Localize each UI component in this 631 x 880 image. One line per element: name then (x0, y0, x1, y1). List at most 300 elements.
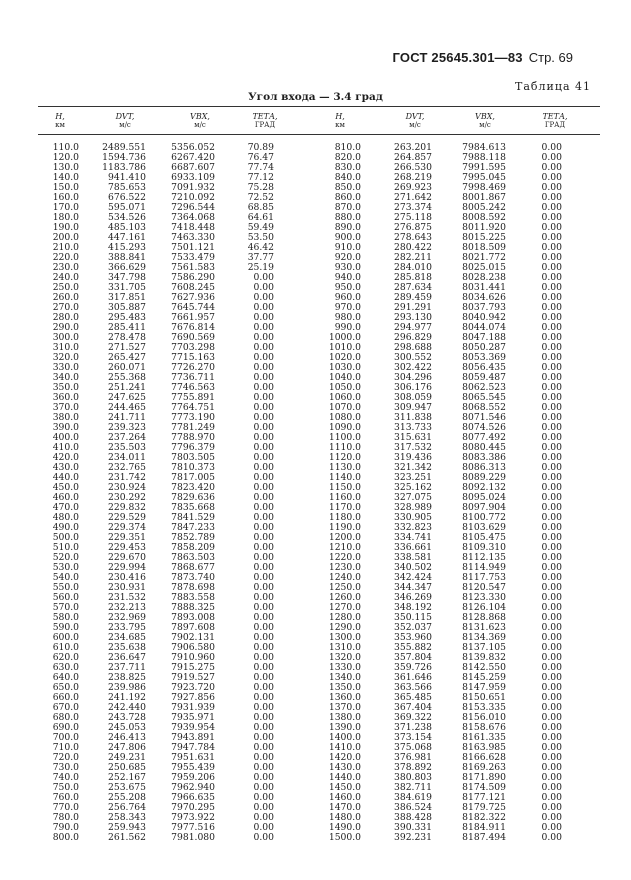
table-cell: 8062.523 (462, 382, 506, 393)
table-cell: 0.00 (253, 272, 274, 283)
table-cell: 0.00 (541, 152, 562, 163)
table-cell: 1270.0 (328, 602, 361, 613)
table-cell: 8092.132 (462, 482, 506, 493)
table-cell: 200.0 (52, 232, 79, 243)
table-cell: 331.705 (108, 282, 146, 293)
table-cell: 7947.784 (171, 742, 215, 753)
table-row (0, 363, 631, 373)
table-cell: 0.00 (541, 832, 562, 843)
table-cell: 260.0 (52, 292, 79, 303)
table-cell: 276.875 (394, 222, 432, 233)
table-cell: 1250.0 (328, 582, 361, 593)
table-cell: 1480.0 (328, 812, 361, 823)
table-cell: 233.795 (108, 622, 146, 633)
table-cell: 309.947 (394, 402, 432, 413)
table-cell: 580.0 (52, 612, 79, 623)
table-cell: 311.838 (394, 412, 432, 423)
table-cell: 6267.420 (171, 152, 215, 163)
table-cell: 1150.0 (328, 482, 361, 493)
table-cell: 1170.0 (328, 502, 361, 513)
table-row (0, 533, 631, 543)
table-cell: 1594.736 (102, 152, 146, 163)
data-table-body (0, 143, 631, 843)
table-cell: 0.00 (541, 242, 562, 253)
table-cell: 230.292 (108, 492, 146, 503)
table-row (0, 283, 631, 293)
table-cell: 0.00 (541, 492, 562, 503)
table-row (0, 773, 631, 783)
table-cell: 750.0 (52, 782, 79, 793)
table-cell: 278.478 (108, 332, 146, 343)
table-cell: 0.00 (541, 432, 562, 443)
table-row (0, 653, 631, 663)
table-cell: 8169.263 (462, 762, 506, 773)
header-rule-top (38, 106, 600, 107)
table-cell: 7981.080 (171, 832, 215, 843)
table-cell: 0.00 (253, 482, 274, 493)
table-cell: 770.0 (52, 802, 79, 813)
table-cell: 8166.628 (462, 752, 506, 763)
table-cell: 232.213 (108, 602, 146, 613)
table-cell: 232.765 (108, 462, 146, 473)
table-cell: 530.0 (52, 562, 79, 573)
table-cell: 0.00 (253, 762, 274, 773)
table-cell: 249.231 (108, 752, 146, 763)
table-cell: 359.726 (394, 662, 432, 673)
table-cell: 840.0 (334, 172, 361, 183)
table-cell: 0.00 (253, 282, 274, 293)
table-row (0, 563, 631, 573)
table-cell: 237.711 (108, 662, 146, 673)
table-cell: 8179.725 (462, 802, 506, 813)
table-cell: 0.00 (541, 772, 562, 783)
table-cell: 1370.0 (328, 702, 361, 713)
table-cell: 8031.441 (462, 282, 506, 293)
table-cell: 485.103 (108, 222, 146, 233)
table-row (0, 753, 631, 763)
table-cell: 640.0 (52, 672, 79, 683)
table-cell: 5356.052 (171, 142, 215, 153)
table-cell: 0.00 (541, 172, 562, 183)
table-cell: 240.0 (52, 272, 79, 283)
table-cell: 8112.135 (462, 552, 506, 563)
table-cell: 7817.005 (171, 472, 215, 483)
table-cell: 8128.868 (462, 612, 506, 623)
table-cell: 8050.287 (462, 342, 506, 353)
table-cell: 930.0 (334, 262, 361, 273)
table-cell: 0.00 (541, 362, 562, 373)
table-cell: 0.00 (253, 822, 274, 833)
table-cell: 334.741 (394, 532, 432, 543)
table-cell: 296.829 (394, 332, 432, 343)
table-row (0, 423, 631, 433)
table-cell: 1380.0 (328, 712, 361, 723)
table-cell: 0.00 (253, 442, 274, 453)
table-cell: 0.00 (253, 642, 274, 653)
table-cell: 170.0 (52, 202, 79, 213)
table-cell: 8158.676 (462, 722, 506, 733)
table-cell: 8059.487 (462, 372, 506, 383)
table-cell: 920.0 (334, 252, 361, 263)
table-cell: 7931.939 (171, 702, 215, 713)
table-cell: 7988.118 (462, 152, 506, 163)
table-cell: 0.00 (541, 522, 562, 533)
table-cell: 0.00 (253, 662, 274, 673)
table-cell: 271.642 (394, 192, 432, 203)
table-cell: 244.465 (108, 402, 146, 413)
table-cell: 0.00 (253, 602, 274, 613)
table-cell: 1420.0 (328, 752, 361, 763)
table-cell: 8184.911 (462, 822, 506, 833)
table-cell: 0.00 (541, 292, 562, 303)
table-cell: 0.00 (541, 642, 562, 653)
table-row (0, 553, 631, 563)
table-cell: 1080.0 (328, 412, 361, 423)
table-cell: 890.0 (334, 222, 361, 233)
table-cell: 447.161 (108, 232, 146, 243)
table-cell: 160.0 (52, 192, 79, 203)
column-header: VBX, м/с (190, 112, 210, 129)
table-cell: 8156.010 (462, 712, 506, 723)
table-cell: 7919.527 (171, 672, 215, 683)
table-cell: 328.989 (394, 502, 432, 513)
table-cell: 0.00 (253, 652, 274, 663)
table-cell: 620.0 (52, 652, 79, 663)
table-cell: 470.0 (52, 502, 79, 513)
table-cell: 600.0 (52, 632, 79, 643)
table-cell: 0.00 (253, 712, 274, 723)
table-cell: 7878.698 (171, 582, 215, 593)
table-cell: 430.0 (52, 462, 79, 473)
table-cell: 251.241 (108, 382, 146, 393)
table-row (0, 573, 631, 583)
column-header: ТЕТА, ГРАД (252, 112, 278, 129)
table-cell: 252.167 (108, 772, 146, 783)
table-cell: 229.670 (108, 552, 146, 563)
table-cell: 8018.509 (462, 242, 506, 253)
table-cell: 7829.636 (171, 492, 215, 503)
table-cell: 8028.238 (462, 272, 506, 283)
table-row (0, 273, 631, 283)
table-cell: 0.00 (541, 342, 562, 353)
table-cell: 306.176 (394, 382, 432, 393)
table-cell: 229.832 (108, 502, 146, 513)
table-cell: 289.459 (394, 292, 432, 303)
table-cell: 450.0 (52, 482, 79, 493)
table-cell: 37.77 (247, 252, 274, 263)
table-cell: 800.0 (52, 832, 79, 843)
table-cell: 77.74 (247, 162, 274, 173)
table-cell: 375.068 (394, 742, 432, 753)
table-cell: 230.416 (108, 572, 146, 583)
table-cell: 295.483 (108, 312, 146, 323)
table-cell: 140.0 (52, 172, 79, 183)
table-cell: 0.00 (253, 312, 274, 323)
table-cell: 1040.0 (328, 372, 361, 383)
table-cell: 7823.420 (171, 482, 215, 493)
table-cell: 7608.245 (171, 282, 215, 293)
table-cell: 72.52 (247, 192, 274, 203)
table-cell: 8120.547 (462, 582, 506, 593)
table-cell: 8153.335 (462, 702, 506, 713)
table-cell: 8071.546 (462, 412, 506, 423)
table-cell: 338.581 (394, 552, 432, 563)
table-cell: 7868.677 (171, 562, 215, 573)
table-row (0, 583, 631, 593)
table-cell: 8171.890 (462, 772, 506, 783)
table-cell: 550.0 (52, 582, 79, 593)
table-cell: 70.89 (247, 142, 274, 153)
table-cell: 1120.0 (328, 452, 361, 463)
table-cell: 363.566 (394, 682, 432, 693)
table-cell: 7841.529 (171, 512, 215, 523)
table-cell: 0.00 (541, 552, 562, 563)
table-row (0, 643, 631, 653)
table-cell: 415.293 (108, 242, 146, 253)
table-row (0, 483, 631, 493)
table-cell: 0.00 (541, 802, 562, 813)
table-cell: 0.00 (253, 322, 274, 333)
table-cell: 7962.940 (171, 782, 215, 793)
table-cell: 7935.971 (171, 712, 215, 723)
table-cell: 285.818 (394, 272, 432, 283)
table-cell: 0.00 (541, 222, 562, 233)
table-cell: 0.00 (253, 732, 274, 743)
table-cell: 0.00 (541, 252, 562, 263)
table-cell: 340.502 (394, 562, 432, 573)
table-cell: 280.0 (52, 312, 79, 323)
table-cell: 0.00 (541, 592, 562, 603)
table-cell: 0.00 (541, 722, 562, 733)
table-cell: 7959.206 (171, 772, 215, 783)
table-cell: 8131.623 (462, 622, 506, 633)
table-cell: 1320.0 (328, 652, 361, 663)
table-row (0, 343, 631, 353)
table-cell: 0.00 (253, 772, 274, 783)
table-cell: 373.154 (394, 732, 432, 743)
table-cell: 315.631 (394, 432, 432, 443)
table-cell: 0.00 (253, 752, 274, 763)
table-row (0, 173, 631, 183)
table-row (0, 263, 631, 273)
table-cell: 7764.751 (171, 402, 215, 413)
table-cell: 271.527 (108, 342, 146, 353)
table-cell: 1130.0 (328, 462, 361, 473)
table-cell: 7726.270 (171, 362, 215, 373)
table-cell: 371.238 (394, 722, 432, 733)
table-cell: 260.071 (108, 362, 146, 373)
table-cell: 810.0 (334, 142, 361, 153)
table-cell: 1410.0 (328, 742, 361, 753)
table-cell: 1160.0 (328, 492, 361, 503)
table-cell: 8077.492 (462, 432, 506, 443)
table-cell: 0.00 (541, 822, 562, 833)
table-cell: 376.981 (394, 752, 432, 763)
table-cell: 0.00 (541, 712, 562, 723)
table-cell: 560.0 (52, 592, 79, 603)
table-cell: 410.0 (52, 442, 79, 453)
table-row (0, 143, 631, 153)
table-cell: 258.343 (108, 812, 146, 823)
table-cell: 7755.891 (171, 392, 215, 403)
table-row (0, 783, 631, 793)
table-row (0, 433, 631, 443)
table-cell: 293.130 (394, 312, 432, 323)
table-cell: 241.711 (108, 412, 146, 423)
table-cell: 8117.753 (462, 572, 506, 583)
table-cell: 670.0 (52, 702, 79, 713)
table-cell: 1440.0 (328, 772, 361, 783)
table-cell: 0.00 (541, 412, 562, 423)
table-row (0, 693, 631, 703)
table-cell: 8134.369 (462, 632, 506, 643)
table-cell: 880.0 (334, 212, 361, 223)
table-cell: 8025.015 (462, 262, 506, 273)
table-cell: 8163.985 (462, 742, 506, 753)
table-cell: 7977.516 (171, 822, 215, 833)
table-cell: 384.619 (394, 792, 432, 803)
table-cell: 380.803 (394, 772, 432, 783)
table-cell: 7943.891 (171, 732, 215, 743)
table-cell: 7883.558 (171, 592, 215, 603)
table-cell: 259.943 (108, 822, 146, 833)
table-cell: 6933.109 (171, 172, 215, 183)
table-cell: 0.00 (253, 722, 274, 733)
table-cell: 8100.772 (462, 512, 506, 523)
table-cell: 0.00 (541, 162, 562, 173)
table-cell: 7966.635 (171, 792, 215, 803)
table-row (0, 323, 631, 333)
table-cell: 460.0 (52, 492, 79, 503)
table-cell: 360.0 (52, 392, 79, 403)
table-cell: 0.00 (253, 592, 274, 603)
table-cell: 0.00 (541, 512, 562, 523)
table-cell: 7970.295 (171, 802, 215, 813)
table-cell: 382.711 (394, 782, 432, 793)
table-cell: 0.00 (541, 262, 562, 273)
table-cell: 302.422 (394, 362, 432, 373)
table-cell: 229.351 (108, 532, 146, 543)
table-cell: 7788.970 (171, 432, 215, 443)
table-cell: 270.0 (52, 302, 79, 313)
table-row (0, 663, 631, 673)
table-cell: 0.00 (253, 552, 274, 563)
column-header: DVT, м/с (115, 112, 135, 129)
table-cell: 77.12 (247, 172, 274, 183)
table-cell: 8103.629 (462, 522, 506, 533)
table-cell: 386.524 (394, 802, 432, 813)
table-cell: 253.675 (108, 782, 146, 793)
table-cell: 1260.0 (328, 592, 361, 603)
table-cell: 650.0 (52, 682, 79, 693)
table-cell: 0.00 (253, 372, 274, 383)
table-cell: 238.825 (108, 672, 146, 683)
table-cell: 420.0 (52, 452, 79, 463)
table-cell: 720.0 (52, 752, 79, 763)
table-cell: 150.0 (52, 182, 79, 193)
table-cell: 229.453 (108, 542, 146, 553)
table-cell: 7210.092 (171, 192, 215, 203)
table-cell: 7746.563 (171, 382, 215, 393)
table-cell: 242.440 (108, 702, 146, 713)
table-cell: 0.00 (541, 562, 562, 573)
table-cell: 247.806 (108, 742, 146, 753)
table-cell: 7676.814 (171, 322, 215, 333)
table-row (0, 243, 631, 253)
table-cell: 0.00 (253, 682, 274, 693)
table-cell: 8034.626 (462, 292, 506, 303)
table-cell: 269.923 (394, 182, 432, 193)
column-header: Н, км (55, 112, 65, 129)
table-cell: 7902.131 (171, 632, 215, 643)
table-cell: 0.00 (253, 342, 274, 353)
table-cell: 1230.0 (328, 562, 361, 573)
table-cell: 0.00 (541, 302, 562, 313)
table-cell: 256.764 (108, 802, 146, 813)
table-cell: 232.969 (108, 612, 146, 623)
table-cell: 7796.379 (171, 442, 215, 453)
table-cell: 8068.552 (462, 402, 506, 413)
table-cell: 1310.0 (328, 642, 361, 653)
table-cell: 0.00 (541, 752, 562, 763)
table-cell: 1010.0 (328, 342, 361, 353)
table-cell: 0.00 (541, 682, 562, 693)
table-cell: 6687.607 (171, 162, 215, 173)
table-cell: 0.00 (541, 472, 562, 483)
table-cell: 7984.613 (462, 142, 506, 153)
table-cell: 255.208 (108, 792, 146, 803)
table-row (0, 203, 631, 213)
table-row (0, 523, 631, 533)
table-row (0, 193, 631, 203)
table-row (0, 673, 631, 683)
table-cell: 7858.209 (171, 542, 215, 553)
table-row (0, 623, 631, 633)
table-cell: 7690.569 (171, 332, 215, 343)
table-cell: 590.0 (52, 622, 79, 633)
table-cell: 0.00 (541, 182, 562, 193)
table-cell: 1000.0 (328, 332, 361, 343)
table-cell: 610.0 (52, 642, 79, 653)
table-cell: 7627.936 (171, 292, 215, 303)
table-row (0, 163, 631, 173)
table-row (0, 253, 631, 263)
table-cell: 230.0 (52, 262, 79, 273)
table-cell: 790.0 (52, 822, 79, 833)
table-cell: 210.0 (52, 242, 79, 253)
table-cell: 8001.867 (462, 192, 506, 203)
table-cell: 7995.045 (462, 172, 506, 183)
table-cell: 320.0 (52, 352, 79, 363)
table-cell: 0.00 (253, 802, 274, 813)
table-cell: 850.0 (334, 182, 361, 193)
table-cell: 0.00 (541, 762, 562, 773)
column-headers (0, 113, 631, 133)
table-cell: 236.647 (108, 652, 146, 663)
table-cell: 7847.233 (171, 522, 215, 533)
table-cell: 0.00 (253, 392, 274, 403)
table-cell: 8053.369 (462, 352, 506, 363)
table-cell: 0.00 (541, 732, 562, 743)
table-row (0, 333, 631, 343)
table-cell: 0.00 (253, 572, 274, 583)
table-cell: 7927.856 (171, 692, 215, 703)
table-row (0, 303, 631, 313)
table-cell: 0.00 (541, 232, 562, 243)
table-cell: 8040.942 (462, 312, 506, 323)
table-cell: 0.00 (541, 142, 562, 153)
table-row (0, 763, 631, 773)
